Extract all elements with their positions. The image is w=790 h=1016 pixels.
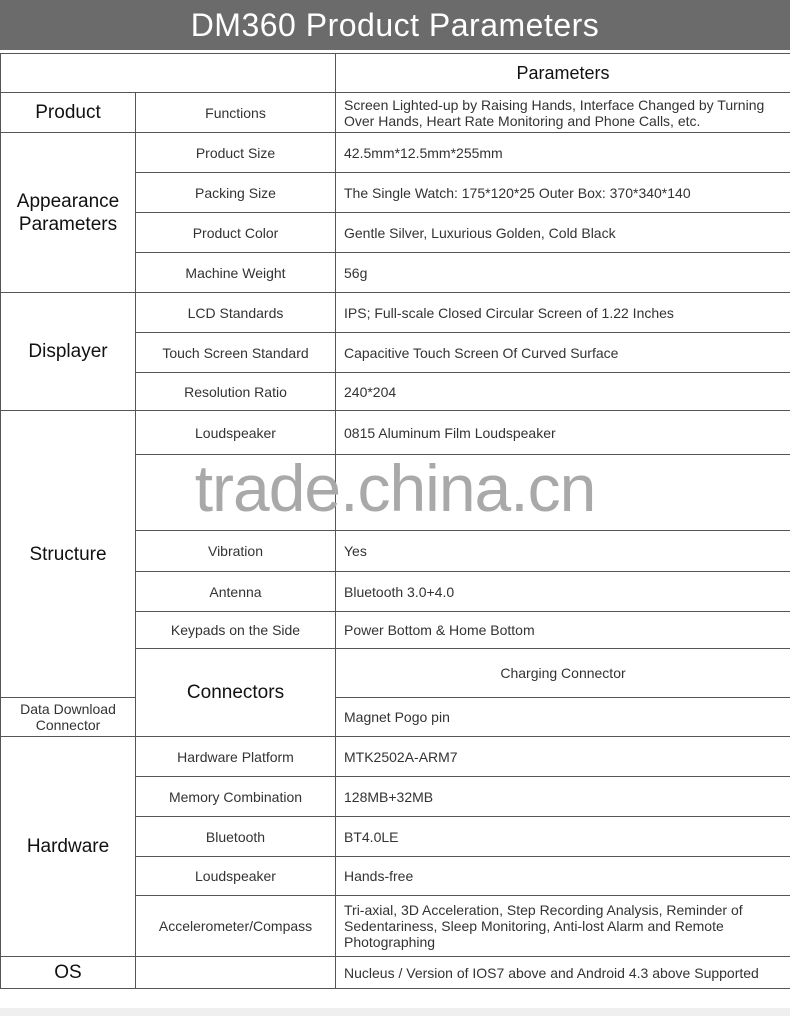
footer-divider (0, 1008, 790, 1016)
item-label: Touch Screen Standard (136, 333, 336, 373)
item-label: Loudspeaker (136, 411, 336, 455)
table-header-row (1, 54, 790, 93)
item-label: Loudspeaker (136, 857, 336, 896)
item-label (136, 455, 336, 531)
item-value: Tri-axial, 3D Acceleration, Step Recording Analysis, Reminder of Sedentariness, Sleep Monitoring, Anti-lost Alarm and Remote Photographing (336, 896, 790, 957)
item-label: Vibration (136, 531, 336, 572)
item-value: Nucleus / Version of IOS7 above and Android 4.3 above Supported (336, 957, 790, 989)
item-label: Packing Size (136, 173, 336, 213)
item-value (336, 455, 790, 531)
item-label: Hardware Platform (136, 737, 336, 777)
item-label: Memory Combination (136, 777, 336, 817)
item-value: IPS; Full-scale Closed Circular Screen of 1.22 Inches (336, 293, 790, 333)
item-value: 56g (336, 253, 790, 293)
item-value: Hands-free (336, 857, 790, 896)
item-value: Gentle Silver, Luxurious Golden, Cold Black (336, 213, 790, 253)
table-row (1, 698, 790, 737)
table-row (1, 133, 790, 173)
group-connectors: Connectors (136, 649, 336, 737)
table-row (1, 737, 790, 777)
table-row (1, 293, 790, 333)
item-label: Product Color (136, 213, 336, 253)
item-label: Resolution Ratio (136, 373, 336, 411)
item-label: Bluetooth (136, 817, 336, 857)
item-label: LCD Standards (136, 293, 336, 333)
table-row (1, 957, 790, 989)
table-row (1, 411, 790, 455)
item-value: Bluetooth 3.0+4.0 (336, 572, 790, 612)
page-title: DM360 Product Parameters (0, 0, 790, 50)
group-product: Product (1, 93, 136, 133)
item-value: BT4.0LE (336, 817, 790, 857)
item-label: Data Download Connector (1, 698, 136, 737)
item-label: Product Size (136, 133, 336, 173)
watermark: trade.china.cn (194, 450, 596, 525)
item-label: Machine Weight (136, 253, 336, 293)
group-os: OS (1, 957, 136, 989)
item-value: Capacitive Touch Screen Of Curved Surface (336, 333, 790, 373)
table-row (1, 93, 790, 133)
parameters-header: Parameters (336, 54, 790, 93)
item-label: Accelerometer/Compass (136, 896, 336, 957)
item-value: 42.5mm*12.5mm*255mm (336, 133, 790, 173)
group-structure: Structure (1, 411, 136, 698)
group-displayer: Displayer (1, 293, 136, 411)
item-value: 128MB+32MB (336, 777, 790, 817)
item-value: 0815 Aluminum Film Loudspeaker (336, 411, 790, 455)
item-value: 240*204 (336, 373, 790, 411)
item-label: Functions (136, 93, 336, 133)
item-label: Antenna (136, 572, 336, 612)
item-value: The Single Watch: 175*120*25 Outer Box: 370*340*140 (336, 173, 790, 213)
parameters-table (0, 53, 790, 989)
item-label (136, 957, 336, 989)
item-label: Keypads on the Side (136, 612, 336, 649)
group-appearance: Appearance Parameters (1, 133, 136, 293)
item-value: Power Bottom & Home Bottom (336, 612, 790, 649)
item-value: Magnet Pogo pin (336, 698, 790, 737)
item-value: MTK2502A-ARM7 (336, 737, 790, 777)
item-value: Screen Lighted-up by Raising Hands, Interface Changed by Turning Over Hands, Heart Rate Monitoring and Phone Calls, etc. (336, 93, 790, 133)
item-label: Charging Connector (336, 649, 790, 698)
header-empty-cell (1, 54, 336, 93)
group-hardware: Hardware (1, 737, 136, 957)
item-value: Yes (336, 531, 790, 572)
